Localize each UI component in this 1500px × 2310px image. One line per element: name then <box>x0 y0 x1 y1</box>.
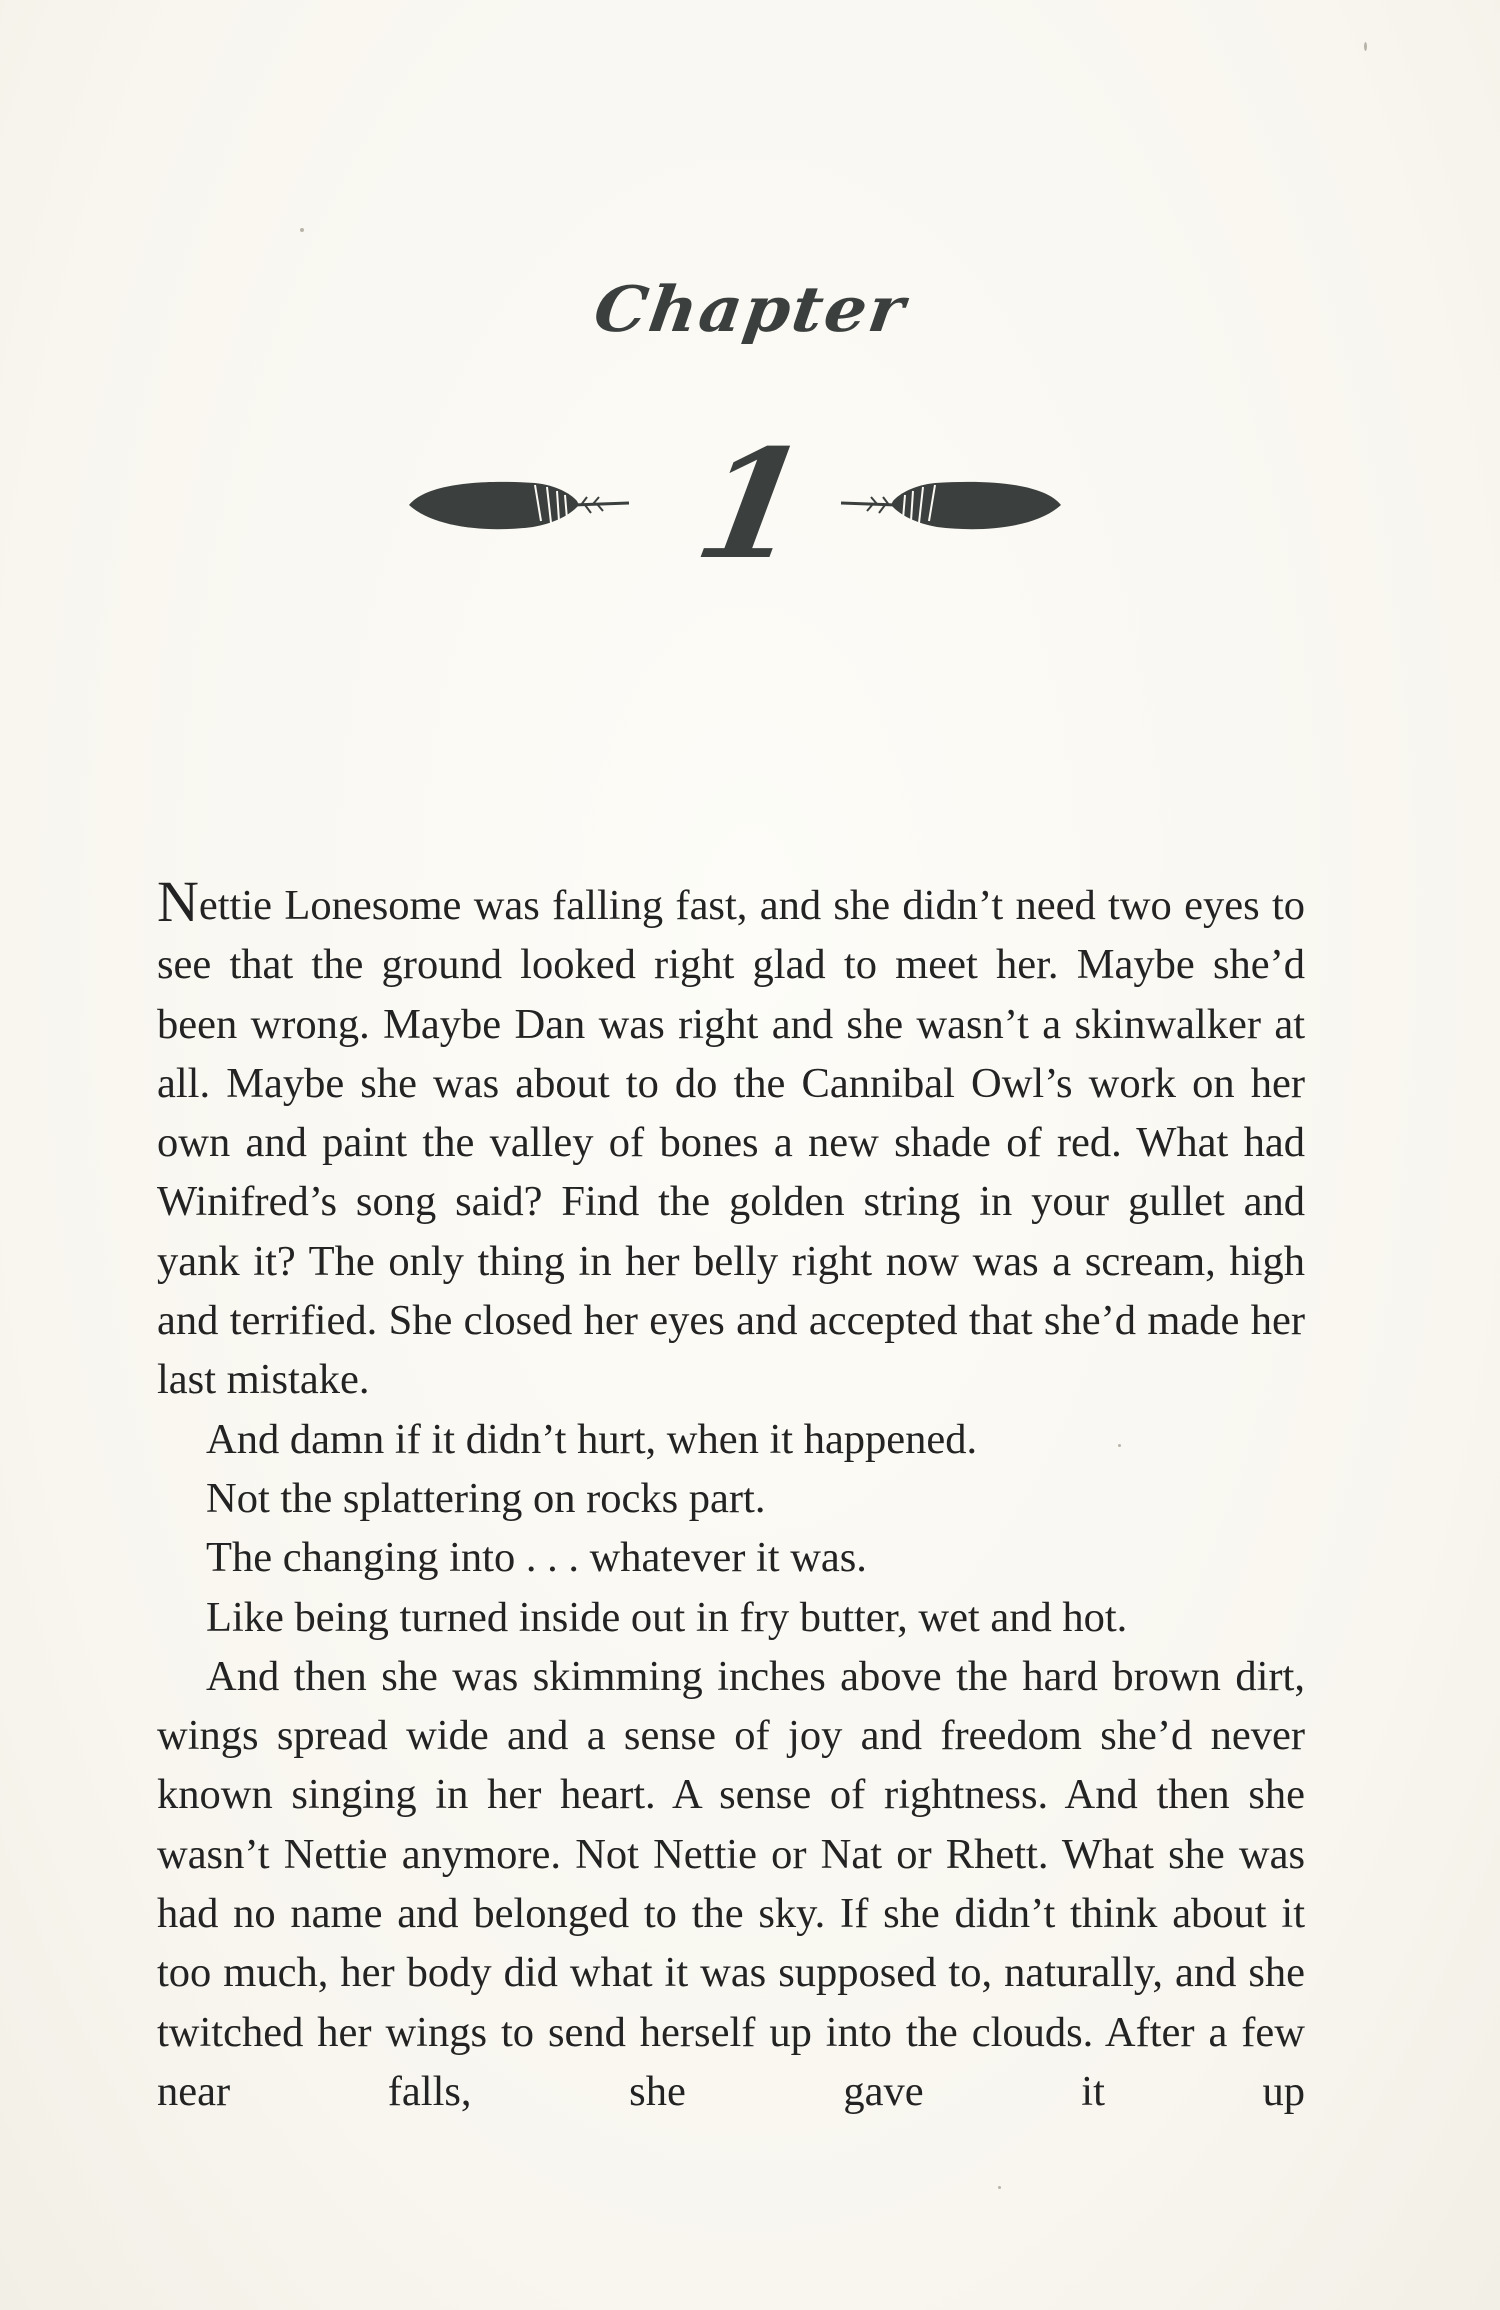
paragraph: And then she was skimming inches above the hard brown dirt, wings spread wide and a sense of joy and freedom she’d never known singing in her heart. A sense of rightness. And then she wasn’t Nettie anymore. Not Nettie or Nat or Rhett. What she was had no name and belonged to the sky. If she didn’t think about it too much, her body did what it was supposed to, naturally, and she twitched her wings to send herself up into the clouds. After a few near falls, she gave it up <box>157 1652 1305 2115</box>
paragraph: Not the splattering on rocks part. <box>206 1474 766 1522</box>
paper-speck <box>998 2186 1001 2189</box>
feather-icon <box>837 475 1065 535</box>
chapter-number-ornament <box>0 417 1500 593</box>
paper-speck <box>300 228 304 232</box>
chapter-number: 1 <box>684 417 820 593</box>
feather-icon <box>405 475 633 535</box>
paragraph-text: ettie Lonesome was falling fast, and she didn’t need two eyes to see that the ground looked right glad to meet her. Maybe she’d been wrong. Maybe Dan was right and she wasn’t a skinwalker at all. Maybe she was about to do the Cannibal Owl’s work on her own and paint the valley of bones a new shade of red. What had Winifred’s song said? Find the golden string in your gullet and yank it? The only thing in her belly right now was a scream, high and terrified. She closed her eyes and accepted that she’d made her last mistake. <box>157 882 1305 1404</box>
chapter-body <box>157 869 1305 2121</box>
paragraph: And damn if it didn’t hurt, when it happened. <box>206 1415 978 1463</box>
paragraph: Like being turned inside out in fry butter, wet and hot. <box>206 1593 1128 1641</box>
opening-paragraph <box>157 869 1305 1410</box>
chapter-heading <box>0 270 1500 348</box>
chapter-label: Chapter <box>589 271 911 347</box>
paragraph: The changing into . . . whatever it was. <box>206 1534 867 1582</box>
initial-letter: N <box>157 869 199 934</box>
paper-speck <box>1364 42 1367 51</box>
